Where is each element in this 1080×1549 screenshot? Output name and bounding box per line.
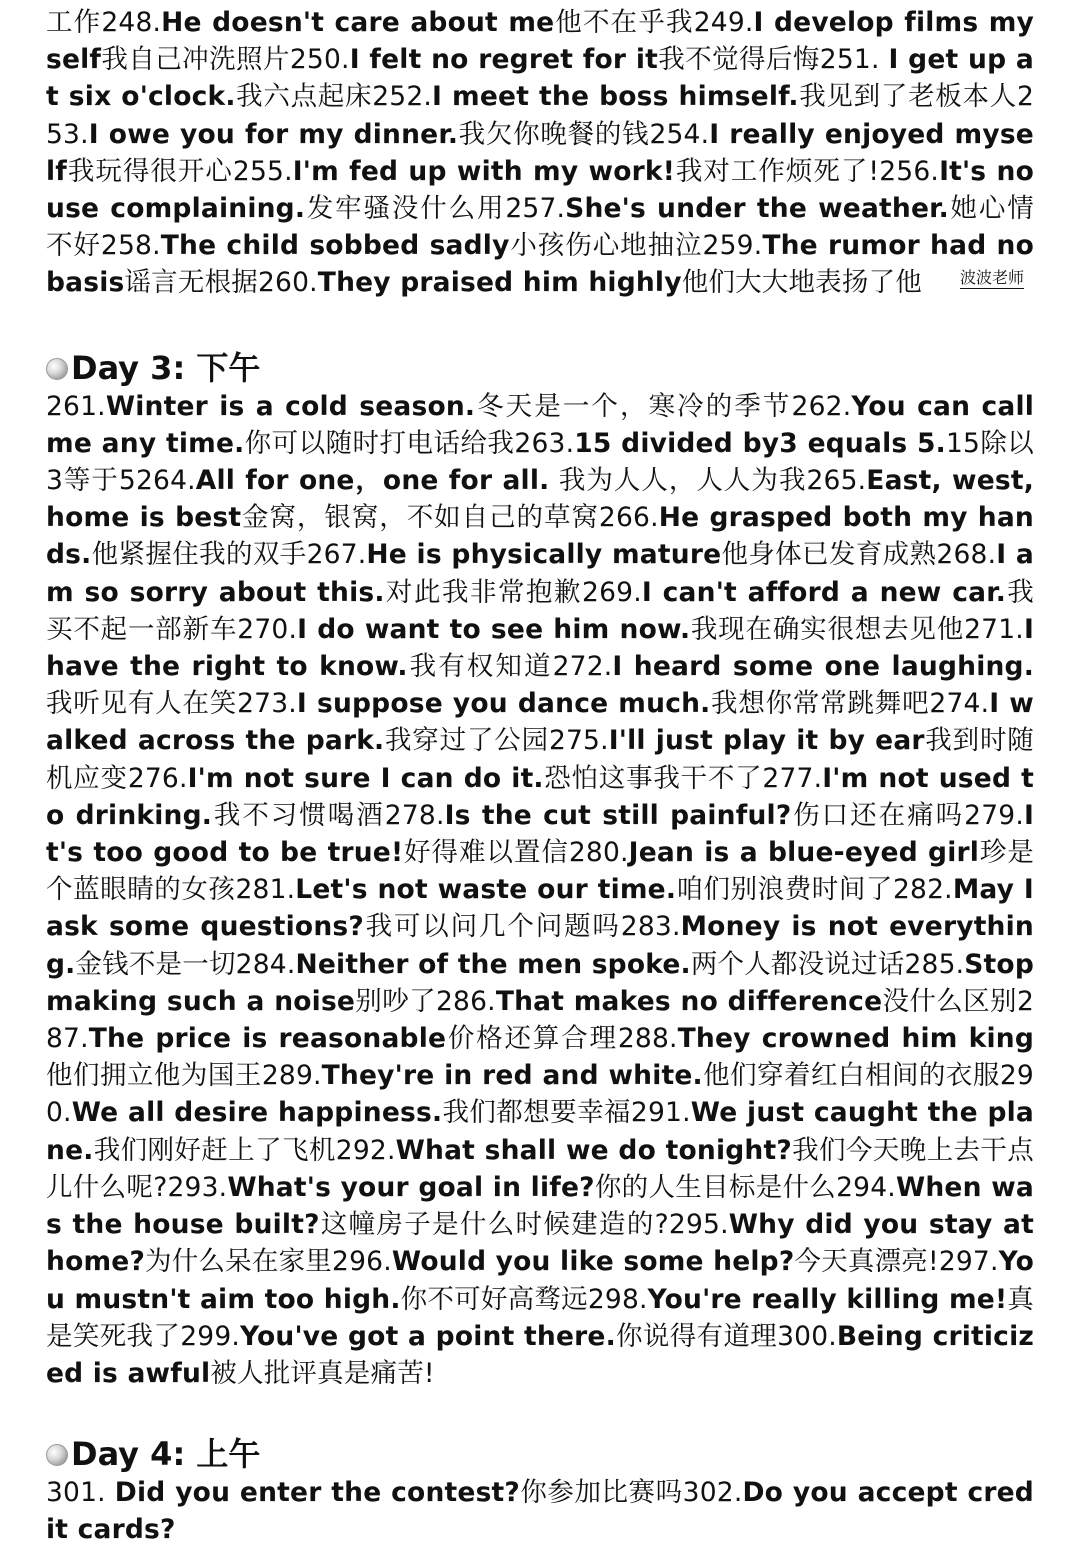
entry-chinese: 谣言无根据 — [124, 267, 258, 299]
entry-english: You can call me any time. — [46, 390, 1035, 459]
entry-chinese: 别吵了 — [355, 985, 436, 1017]
entry-chinese: 价格还算合理 — [446, 1023, 618, 1055]
entry-english: It's too good to be true! — [46, 799, 1035, 869]
entry-chinese: 我对工作烦死了! — [675, 155, 880, 187]
entry-number: 260. — [257, 267, 318, 299]
entry-number: 252. — [372, 81, 433, 113]
entry-number: 250. — [289, 44, 350, 76]
entry-english: We just caught the plane. — [46, 1097, 1034, 1166]
day3-heading — [46, 348, 1034, 388]
entry-number: 257. — [505, 193, 566, 225]
entry-number: 272. — [552, 651, 613, 683]
entry-number: 268. — [936, 539, 997, 571]
document-page — [46, 4, 1034, 1549]
entry-chinese: 我买不起一部新车 — [46, 576, 1034, 645]
entry-english: I walked across the park. — [46, 688, 1034, 757]
entry-chinese: 你可以随时打电话给我 — [244, 427, 515, 459]
entry-english: Let's not waste our time. — [295, 874, 677, 906]
entry-chinese: 金钱不是一切 — [75, 948, 236, 980]
entry-english: I do want to see him now. — [297, 613, 691, 645]
entry-chinese: 两个人都没说过话 — [690, 948, 905, 980]
entry-chinese: 咱们别浪费时间了 — [676, 874, 893, 906]
entry-number: 289. — [261, 1060, 322, 1092]
entry-english: Winter is a cold season. — [105, 390, 476, 422]
entry-number: 269. — [582, 576, 642, 608]
entry-english: Stop making such a noise — [46, 948, 1034, 1017]
entry-chinese: 我不觉得后悔 — [658, 44, 820, 76]
entry-chinese: 我玩得很开心 — [67, 155, 233, 187]
entry-number: 297. — [938, 1246, 999, 1278]
entry-number: 265. — [806, 465, 867, 497]
entry-chinese: 你说得有道理 — [615, 1320, 778, 1352]
entry-chinese: 这幢房子是什么时候建造的? — [319, 1209, 669, 1241]
entry-number: 296. — [332, 1246, 392, 1278]
entry-chinese: 他们拥立他为国王 — [46, 1060, 262, 1092]
entry-english: What shall we do tonight? — [395, 1134, 792, 1166]
entry-english: I really enjoyed myself — [46, 118, 1034, 187]
entry-chinese: 好得难以置信 — [403, 837, 569, 869]
entry-chinese: 工作 — [46, 7, 102, 38]
entry-number: 291. — [630, 1097, 691, 1129]
entry-chinese: 珍是个蓝眼睛的女孩 — [46, 837, 1035, 906]
entry-number: 258. — [100, 230, 161, 262]
entry-number: 288. — [617, 1023, 678, 1055]
entry-chinese: 我不习惯喝酒 — [212, 799, 385, 831]
entry-english: May I ask some questions? — [46, 874, 1034, 943]
entry-chinese: 你不可好高骛远 — [400, 1283, 588, 1315]
entry-number: 277. — [762, 762, 823, 794]
entry-number: 286. — [436, 985, 496, 1017]
entry-number: 278. — [384, 799, 445, 831]
entry-english: I felt no regret for it — [349, 44, 658, 76]
entry-english: You're really killing me! — [647, 1283, 1008, 1315]
entry-number: 270. — [237, 613, 298, 645]
entry-chinese: 对此我非常抱歉 — [384, 576, 583, 608]
entry-chinese: 她心情不好 — [46, 193, 1034, 262]
entry-english: He doesn't care about me — [161, 7, 555, 38]
entry-number: 266. — [598, 502, 659, 534]
entry-chinese: 15除以3等于5 — [46, 427, 1034, 497]
entry-number: 294. — [836, 1171, 896, 1203]
entry-number: 259. — [702, 230, 763, 262]
entry-number: 285. — [904, 948, 965, 980]
entry-english: Did you enter the contest? — [114, 1477, 520, 1509]
entry-english: Is the cut still painful? — [444, 799, 792, 831]
entry-number: 249. — [693, 7, 754, 38]
entry-chinese: 被人批评真是痛苦! — [210, 1357, 435, 1389]
entry-english: I'm not sure I can do it. — [187, 762, 544, 794]
day4-title: Day 4: 上午 — [71, 1435, 261, 1474]
entry-number: 264. — [135, 465, 196, 497]
entry-english: She's under the weather. — [565, 193, 949, 225]
entry-chinese: 发牢骚没什么用 — [305, 193, 506, 225]
entry-chinese: 你的人生目标是什么 — [594, 1171, 837, 1203]
entry-english: East, west, home is best — [46, 465, 1034, 534]
entry-english: The price is reasonable — [88, 1023, 447, 1055]
entry-english: Being criticized is awful — [46, 1320, 1034, 1389]
entry-english: I'll just play it by ear — [608, 725, 925, 757]
entry-chinese: 你参加比赛吗 — [519, 1477, 683, 1509]
entry-number: 299. — [180, 1320, 241, 1352]
entry-english: What's your goal in life? — [227, 1171, 595, 1203]
phrase-paragraph-day3 — [46, 388, 1034, 1392]
sphere-bullet-icon — [46, 358, 68, 380]
entry-english: Do you accept credit cards? — [46, 1477, 1034, 1546]
entry-english: It's no use complaining. — [46, 155, 1034, 225]
entry-chinese: 小孩伤心地抽泣 — [509, 230, 703, 262]
entry-number: 293. — [167, 1171, 228, 1203]
entry-english: Money is not everything. — [46, 911, 1034, 980]
entry-english: Jean is a blue-eyed girl — [628, 837, 980, 869]
entry-chinese: 我见到了老板本人 — [798, 81, 1017, 113]
entry-number: 267. — [306, 539, 367, 571]
entry-chinese: 我为人人，人人为我 — [549, 465, 807, 497]
entry-english: When was the house built? — [46, 1171, 1034, 1241]
entry-english: I owe you for my dinner. — [88, 118, 459, 150]
entry-number: 251. — [819, 44, 889, 76]
entry-number: 254. — [649, 118, 710, 150]
entry-english: I have the right to know. — [46, 613, 1034, 683]
entry-number: 275. — [548, 725, 609, 757]
entry-english: Would you like some help? — [391, 1246, 795, 1278]
entry-number: 298. — [587, 1283, 648, 1315]
signature-link[interactable]: 波波老师 — [959, 267, 1024, 287]
entry-chinese: 恐怕这事我干不了 — [543, 762, 763, 794]
entry-english: 15 divided by3 equals 5. — [574, 427, 946, 459]
entry-number: 280. — [568, 837, 629, 869]
phrase-paragraph-day4 — [46, 1474, 1034, 1548]
entry-english: I suppose you dance much. — [296, 688, 711, 720]
entry-number: 295. — [668, 1209, 729, 1241]
entry-number: 287. — [46, 985, 1034, 1055]
entry-english: I heard some one laughing. — [612, 651, 1034, 683]
entry-chinese: 我可以问几个问题吗 — [363, 911, 621, 943]
entry-english: I meet the boss himself. — [432, 81, 799, 113]
entry-number: 301. — [46, 1477, 115, 1509]
entry-english: He is physically mature — [366, 539, 722, 571]
entry-chinese: 我有权知道 — [407, 651, 553, 683]
entry-chinese: 他们大大地表扬了他 — [681, 267, 922, 299]
entry-chinese: 没什么区别 — [882, 985, 1017, 1017]
entry-number: 263. — [514, 427, 575, 459]
entry-english: The child sobbed sadly — [160, 230, 510, 262]
entry-chinese: 我自己冲洗照片 — [101, 44, 290, 76]
entry-number: 283. — [620, 911, 681, 943]
entry-english: He grasped both my hands. — [46, 502, 1034, 571]
entry-number: 300. — [777, 1320, 837, 1352]
entry-chinese: 我欠你晚餐的钱 — [458, 118, 650, 150]
entry-chinese: 今天真漂亮! — [794, 1246, 939, 1278]
entry-english: Neither of the men spoke. — [295, 948, 691, 980]
entry-chinese: 我们都想要幸福 — [442, 1097, 631, 1129]
entry-english: They're in red and white. — [321, 1060, 703, 1092]
phrase-paragraph-top — [46, 4, 1034, 302]
entry-chinese: 我听见有人在笑 — [46, 688, 238, 720]
entry-english: They praised him highly — [317, 267, 682, 299]
entry-english: You mustn't aim too high. — [46, 1246, 1034, 1315]
entry-english: All for one，one for all. — [195, 465, 550, 497]
entry-chinese: 他们穿着红白相间的衣服 — [702, 1060, 1000, 1092]
sphere-bullet-icon — [46, 1444, 68, 1466]
entry-number: 292. — [335, 1134, 396, 1166]
entry-number: 302. — [682, 1477, 743, 1509]
entry-number: 284. — [235, 948, 296, 980]
entry-chinese: 他身体已发育成熟 — [721, 539, 937, 571]
entry-english: The rumor had no basis — [46, 230, 1035, 299]
entry-english: You've got a point there. — [240, 1320, 616, 1352]
entry-number: 261. — [46, 390, 106, 422]
entry-chinese: 为什么呆在家里 — [145, 1246, 333, 1278]
entry-chinese: 我想你常常跳舞吧 — [710, 688, 930, 720]
entry-number: 253. — [46, 81, 1034, 150]
entry-english: I am so sorry about this. — [46, 539, 1034, 608]
entry-number: 248. — [101, 7, 162, 38]
entry-number: 279. — [964, 799, 1024, 831]
entry-number: 282. — [893, 874, 953, 906]
entry-number: 290. — [46, 1060, 1034, 1129]
entry-english: That makes no difference — [495, 985, 883, 1017]
entry-number: 273. — [237, 688, 297, 720]
day3-title: Day 3: 下午 — [71, 348, 261, 387]
entry-chinese: 真是笑死我了 — [46, 1283, 1034, 1352]
entry-number: 271. — [964, 613, 1024, 645]
entry-english: I'm not used to drinking. — [46, 762, 1034, 831]
entry-number: 281. — [235, 874, 296, 906]
entry-chinese: 我们今天晚上去干点儿什么呢? — [46, 1134, 1034, 1203]
entry-english: Why did you stay at home? — [46, 1209, 1034, 1278]
entry-chinese: 我到时随机应变 — [46, 725, 1034, 794]
day4-heading — [46, 1434, 1034, 1474]
entry-chinese: 我现在确实很想去见他 — [690, 613, 965, 645]
entry-number: 255. — [232, 155, 293, 187]
entry-number: 276. — [127, 762, 188, 794]
entry-chinese: 他紧握住我的双手 — [91, 539, 307, 571]
entry-chinese: 他不在乎我 — [554, 7, 694, 38]
entry-number: 256. — [879, 155, 940, 187]
entry-chinese: 伤口还在痛吗 — [791, 799, 965, 831]
entry-english: I can't afford a new car. — [641, 576, 1006, 608]
entry-number: 274. — [929, 688, 990, 720]
entry-chinese: 我六点起床 — [235, 81, 373, 113]
entry-chinese: 冬天是一个，寒冷的季节 — [475, 390, 792, 422]
entry-english: We all desire happiness. — [71, 1097, 443, 1129]
entry-chinese: 金窝，银窝，不如自己的草窝 — [241, 502, 599, 534]
entry-english: They crowned him king — [677, 1023, 1035, 1055]
entry-english: I get up at six o'clock. — [46, 44, 1034, 113]
entry-english: I'm fed up with my work! — [292, 155, 676, 187]
entry-chinese: 我穿过了公园 — [384, 725, 549, 757]
entry-chinese: 我们刚好赶上了飞机 — [93, 1134, 336, 1166]
entry-english: I develop films myself — [46, 7, 1035, 76]
entry-number: 262. — [791, 390, 852, 422]
